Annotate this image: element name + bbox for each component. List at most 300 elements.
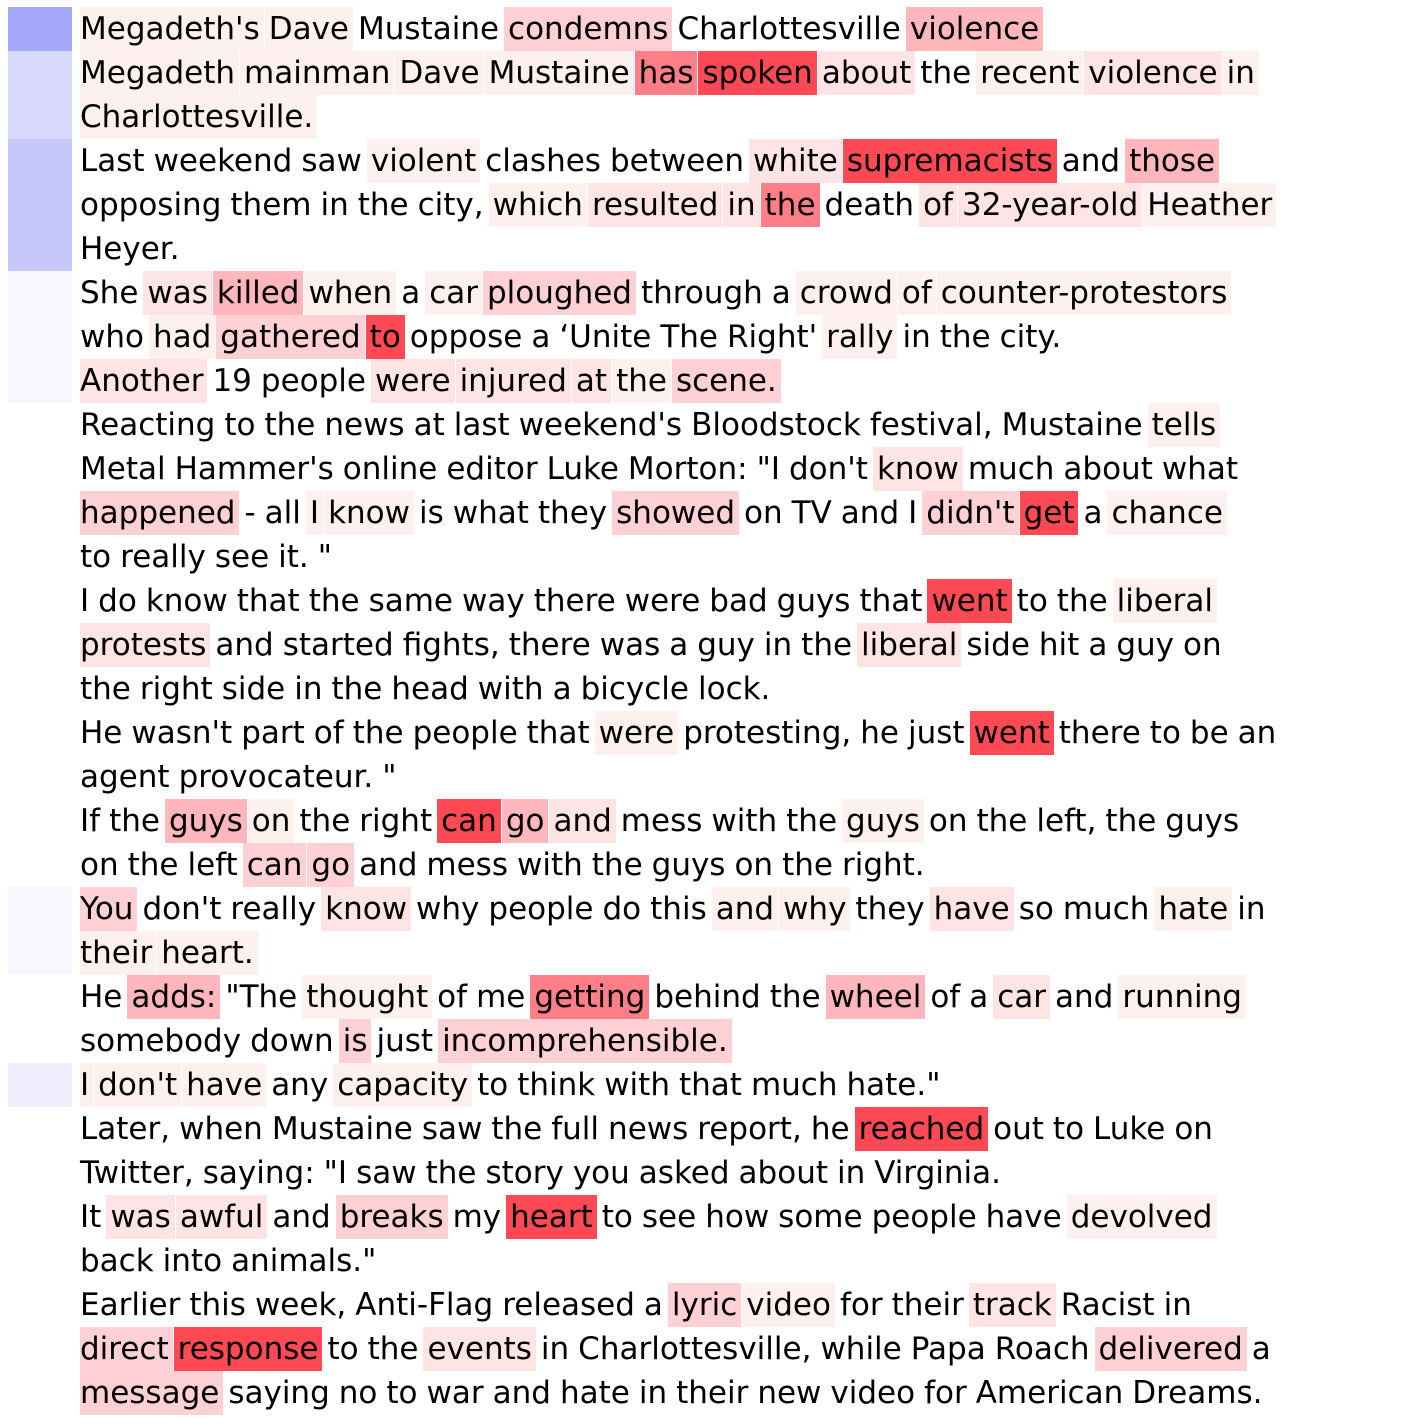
sentence-weight-bar xyxy=(8,1195,72,1283)
highlighted-word: really xyxy=(226,887,320,931)
highlighted-word: know xyxy=(873,447,963,491)
highlighted-word: there xyxy=(530,579,620,623)
sentence-weight-bar xyxy=(8,51,72,139)
text-line xyxy=(80,931,1402,975)
highlighted-word: the xyxy=(612,359,671,403)
highlighted-word: that xyxy=(233,579,304,623)
text-line xyxy=(80,535,1402,579)
highlighted-word: about xyxy=(818,51,915,95)
highlighted-word: week, xyxy=(251,1283,350,1327)
highlighted-word: TV xyxy=(788,491,836,535)
text-line xyxy=(80,1371,1402,1415)
highlighted-word: the xyxy=(761,183,820,227)
highlighted-word: have xyxy=(182,1063,266,1107)
highlighted-word: to xyxy=(473,1063,512,1107)
highlighted-word: be xyxy=(1186,711,1233,755)
highlighted-word: Another xyxy=(80,359,207,403)
highlighted-word: "The xyxy=(221,975,301,1019)
highlighted-word: saw xyxy=(418,1107,487,1151)
highlighted-word: the xyxy=(354,183,413,227)
highlighted-word: breaks xyxy=(336,1195,448,1239)
highlighted-word: the xyxy=(1053,579,1112,623)
highlighted-word: She xyxy=(80,271,142,315)
text-line xyxy=(80,1151,1402,1195)
highlighted-word: the xyxy=(305,579,364,623)
highlighted-word: see xyxy=(211,535,273,579)
highlighted-word: bad xyxy=(705,579,771,623)
highlighted-word: were xyxy=(595,711,679,755)
highlighted-word: fights, xyxy=(399,623,504,667)
sentence xyxy=(0,403,1402,579)
highlighted-word: of xyxy=(310,711,348,755)
text-line xyxy=(80,1327,1402,1371)
highlighted-word: on xyxy=(248,799,295,843)
highlighted-word: of xyxy=(433,975,471,1019)
text-line xyxy=(80,51,1402,95)
highlighted-word: on xyxy=(1179,623,1226,667)
highlighted-word: delivered xyxy=(1095,1327,1247,1371)
highlighted-word: hate." xyxy=(843,1063,945,1107)
highlighted-word: at xyxy=(410,403,449,447)
highlighted-word: has xyxy=(635,51,698,95)
text-line xyxy=(80,359,1402,403)
highlighted-word: there xyxy=(505,623,595,667)
highlighted-word: the xyxy=(349,711,408,755)
highlighted-word: it. xyxy=(274,535,313,579)
highlighted-word: provocateur. xyxy=(175,755,378,799)
highlighted-word: crowd xyxy=(796,271,897,315)
sentence xyxy=(0,975,1402,1063)
highlighted-word: violent xyxy=(367,139,480,183)
highlighted-word: a xyxy=(527,315,554,359)
highlighted-word: for xyxy=(920,1371,971,1415)
highlighted-word: with xyxy=(474,667,548,711)
highlighted-word: car xyxy=(993,975,1050,1019)
highlighted-word: the xyxy=(105,799,164,843)
highlighted-word: Later, xyxy=(80,1107,174,1151)
text-line xyxy=(80,887,1402,931)
highlighted-word: killed xyxy=(213,271,304,315)
highlighted-word: video xyxy=(826,1371,919,1415)
sentence-weight-bar xyxy=(8,1107,72,1195)
highlighted-word: down xyxy=(246,1019,338,1063)
highlighted-word: last xyxy=(450,403,514,447)
highlighted-word: Megadeth xyxy=(80,51,239,95)
highlighted-word: a xyxy=(1084,623,1111,667)
highlighted-word: guys xyxy=(648,843,730,887)
highlighted-word: Bloodstock xyxy=(687,403,865,447)
highlighted-word: "I xyxy=(320,1151,351,1195)
sentence xyxy=(0,1195,1402,1283)
highlighted-word: festival, xyxy=(866,403,997,447)
highlighted-word: in xyxy=(760,623,796,667)
highlighted-word: city, xyxy=(414,183,488,227)
highlighted-word: animals." xyxy=(227,1239,380,1283)
highlighted-word: violence xyxy=(906,7,1043,51)
text-line xyxy=(80,975,1402,1019)
highlighted-word: Earlier xyxy=(80,1283,184,1327)
highlighted-word: Twitter, xyxy=(80,1151,198,1195)
highlighted-word: people xyxy=(868,1195,981,1239)
highlighted-word: in xyxy=(635,1371,671,1415)
highlighted-word: head xyxy=(387,667,472,711)
text-line xyxy=(80,1063,1402,1107)
highlighted-word: me xyxy=(472,975,529,1019)
highlighted-word: guys xyxy=(842,799,924,843)
highlighted-word: to xyxy=(1049,1107,1088,1151)
highlighted-word: resulted xyxy=(588,183,722,227)
highlighted-word: Dreams. xyxy=(1128,1371,1266,1415)
highlighted-word: the xyxy=(364,1327,423,1371)
highlighted-word: right xyxy=(136,667,217,711)
highlighted-word: they xyxy=(534,491,611,535)
highlighted-word: "I xyxy=(753,447,784,491)
highlighted-word: weekend's xyxy=(515,403,686,447)
highlighted-word: side xyxy=(218,667,290,711)
highlighted-word: through xyxy=(637,271,767,315)
highlighted-word: and xyxy=(268,1195,334,1239)
highlighted-word: 19 xyxy=(208,359,255,403)
highlighted-word: who xyxy=(80,315,148,359)
sentence xyxy=(0,51,1402,139)
highlighted-word: with xyxy=(707,799,781,843)
text-line xyxy=(80,227,1402,271)
highlighted-word: lock. xyxy=(694,667,774,711)
highlighted-word: hit xyxy=(1035,623,1083,667)
highlighted-word: my xyxy=(449,1195,506,1239)
sentence xyxy=(0,799,1402,887)
highlighted-word: of xyxy=(926,975,964,1019)
highlighted-word: heart xyxy=(506,1195,597,1239)
highlighted-word: what xyxy=(449,491,533,535)
highlighted-word: don't xyxy=(138,887,225,931)
highlighted-word: tells xyxy=(1148,403,1221,447)
highlighted-word: while xyxy=(816,1327,905,1371)
sentence-weight-bar xyxy=(8,7,72,51)
highlighted-word: the xyxy=(766,975,825,1019)
sentence xyxy=(0,139,1402,271)
highlighted-word: violence xyxy=(1084,51,1221,95)
highlighted-word: Mustaine xyxy=(485,51,634,95)
highlighted-word: part xyxy=(237,711,309,755)
text-line xyxy=(80,667,1402,711)
highlighted-word: events xyxy=(423,1327,535,1371)
highlighted-word: know xyxy=(142,579,232,623)
highlighted-word: the xyxy=(80,667,135,711)
sentence-weight-bar xyxy=(8,1283,72,1415)
highlighted-word: on xyxy=(1170,1107,1217,1151)
highlighted-word: protests xyxy=(80,623,210,667)
highlighted-word: adds: xyxy=(127,975,220,1019)
highlighted-word: Racist xyxy=(1057,1283,1159,1327)
highlighted-word: and xyxy=(1058,139,1124,183)
highlighted-word: hate xyxy=(556,1371,634,1415)
highlighted-word: on xyxy=(80,843,123,887)
highlighted-word: is xyxy=(339,1019,372,1063)
sentence xyxy=(0,7,1402,51)
highlighted-word: and xyxy=(1051,975,1117,1019)
highlighted-word: on xyxy=(925,799,972,843)
highlighted-word: go xyxy=(502,799,549,843)
highlighted-word: some xyxy=(774,1195,866,1239)
highlighted-word: have xyxy=(930,887,1014,931)
highlighted-word: way xyxy=(458,579,529,623)
text-line xyxy=(80,315,1402,359)
highlighted-word: is xyxy=(415,491,448,535)
highlighted-word: know xyxy=(321,887,411,931)
text-line xyxy=(80,799,1402,843)
highlighted-word: side xyxy=(962,623,1034,667)
highlighted-word: for xyxy=(836,1283,887,1327)
highlighted-word: in xyxy=(833,1151,869,1195)
highlighted-word: why xyxy=(412,887,483,931)
highlighted-word: asked xyxy=(635,1151,734,1195)
text-line xyxy=(80,271,1402,315)
highlighted-word: liberal xyxy=(857,623,961,667)
highlighted-word: " xyxy=(314,535,336,579)
highlighted-word: in xyxy=(898,315,934,359)
highlighted-word: somebody xyxy=(80,1019,245,1063)
highlighted-word: and xyxy=(355,843,421,887)
highlighted-word: protesting, xyxy=(679,711,855,755)
highlighted-word: guy xyxy=(693,623,759,667)
highlighted-word: supremacists xyxy=(843,139,1057,183)
text-line xyxy=(80,491,1402,535)
highlighted-word: the xyxy=(778,843,837,887)
text-line xyxy=(80,1019,1402,1063)
highlighted-word: injured xyxy=(456,359,571,403)
highlighted-word: get xyxy=(1020,491,1079,535)
highlighted-word: If xyxy=(80,799,104,843)
highlighted-word: message xyxy=(80,1371,223,1415)
highlighted-word: heart. xyxy=(157,931,257,975)
highlighted-word: " xyxy=(378,755,400,799)
highlighted-word: You xyxy=(80,887,137,931)
highlighted-word: It xyxy=(80,1195,105,1239)
highlighted-word: to xyxy=(382,1371,421,1415)
highlighted-word: just xyxy=(372,1019,437,1063)
highlighted-word: have xyxy=(982,1195,1066,1239)
highlighted-word: response xyxy=(174,1327,323,1371)
highlighted-word: to xyxy=(323,1327,362,1371)
highlighted-word: in xyxy=(1223,51,1259,95)
highlighted-word: He xyxy=(80,711,126,755)
text-line xyxy=(80,183,1402,227)
highlighted-word: people xyxy=(257,359,370,403)
sentence-weight-bar xyxy=(8,975,72,1063)
highlighted-word: was xyxy=(596,623,665,667)
sentence-weight-bar xyxy=(8,139,72,271)
highlighted-word: thought xyxy=(302,975,432,1019)
highlighted-word: Virginia. xyxy=(870,1151,1005,1195)
highlighted-word: right xyxy=(355,799,436,843)
highlighted-word: Mustaine xyxy=(268,1107,417,1151)
highlighted-word: I xyxy=(306,491,323,535)
text-line xyxy=(80,755,1402,799)
highlighted-word: liberal xyxy=(1113,579,1217,623)
highlighted-word: to xyxy=(80,535,115,579)
highlighted-word: about xyxy=(1059,447,1156,491)
highlighted-word: a xyxy=(640,1283,667,1327)
highlighted-word: you xyxy=(569,1151,634,1195)
highlighted-word: counter-protestors xyxy=(937,271,1232,315)
highlighted-word: he xyxy=(856,711,903,755)
highlighted-word: Luke xyxy=(543,447,623,491)
highlighted-word: why xyxy=(779,887,850,931)
sentence-weight-bar xyxy=(8,711,72,799)
highlighted-word: Charlottesville. xyxy=(80,95,317,139)
highlighted-word: car xyxy=(425,271,482,315)
highlighted-word: to xyxy=(220,403,259,447)
highlighted-word: happened xyxy=(80,491,239,535)
highlighted-word: really xyxy=(116,535,210,579)
highlighted-word: that xyxy=(523,711,594,755)
highlighted-word: video xyxy=(742,1283,835,1327)
highlighted-word: this xyxy=(646,887,711,931)
text-line xyxy=(80,403,1402,447)
highlighted-word: guys xyxy=(165,799,247,843)
highlighted-word: devolved xyxy=(1067,1195,1217,1239)
highlighted-word: think xyxy=(513,1063,599,1107)
highlighted-word: that xyxy=(855,579,926,623)
highlighted-word: same xyxy=(365,579,457,623)
highlighted-word: in xyxy=(1160,1283,1196,1327)
highlighted-word: any xyxy=(267,1063,332,1107)
highlighted-word: I xyxy=(904,491,921,535)
highlighted-word: at xyxy=(572,359,611,403)
highlighted-word: the xyxy=(295,799,354,843)
text-line xyxy=(80,7,1402,51)
highlighted-word: Mustaine xyxy=(354,7,503,51)
highlighted-word: saw xyxy=(297,139,366,183)
highlighted-word: see xyxy=(638,1195,700,1239)
highlighted-word: white xyxy=(749,139,842,183)
text-line xyxy=(80,711,1402,755)
highlighted-word: saw xyxy=(352,1151,421,1195)
highlighted-word: what xyxy=(1158,447,1242,491)
highlighted-word: the xyxy=(422,1151,481,1195)
highlighted-word: condemns xyxy=(504,7,672,51)
highlighted-word: of xyxy=(898,271,936,315)
highlighted-word: a xyxy=(1079,491,1106,535)
highlighted-word: spoken xyxy=(698,51,816,95)
highlighted-word: full xyxy=(547,1107,603,1151)
text-line xyxy=(80,623,1402,667)
sentence xyxy=(0,711,1402,799)
highlighted-word: report, xyxy=(693,1107,806,1151)
sentence xyxy=(0,359,1402,403)
highlighted-word: the xyxy=(782,799,841,843)
highlighted-word: was xyxy=(106,1195,175,1239)
highlighted-word: He xyxy=(80,975,126,1019)
highlighted-word: an xyxy=(1234,711,1281,755)
highlighted-word: back xyxy=(80,1239,158,1283)
highlighted-word: into xyxy=(159,1239,226,1283)
highlighted-word: war xyxy=(423,1371,488,1415)
highlighted-word: Metal xyxy=(80,447,170,491)
highlighted-word: do xyxy=(599,887,646,931)
highlighted-word: Charlottesville, xyxy=(574,1327,815,1371)
highlighted-word: that xyxy=(675,1063,746,1107)
highlighted-word: Right' xyxy=(723,315,821,359)
highlighted-word: Luke xyxy=(1089,1107,1169,1151)
highlighted-word: with xyxy=(600,1063,674,1107)
highlighted-word: scene. xyxy=(672,359,781,403)
text-line xyxy=(80,95,1402,139)
highlighted-word: went xyxy=(970,711,1054,755)
highlighted-word: city. xyxy=(996,315,1066,359)
highlighted-word: the xyxy=(124,843,183,887)
highlighted-word: American xyxy=(972,1371,1128,1415)
sentence-weight-bar xyxy=(8,579,72,711)
highlighted-word: when xyxy=(304,271,396,315)
sentence-weight-bar xyxy=(8,271,72,359)
highlighted-word: awful xyxy=(176,1195,268,1239)
highlighted-word: recent xyxy=(976,51,1083,95)
highlighted-word: had xyxy=(149,315,215,359)
highlighted-word: online xyxy=(339,447,442,491)
highlighted-word: can xyxy=(243,843,307,887)
highlighted-word: released xyxy=(498,1283,639,1327)
highlighted-word: opposing xyxy=(80,183,225,227)
text-line xyxy=(80,1107,1402,1151)
highlighted-word: don't xyxy=(785,447,872,491)
highlighted-word: The xyxy=(656,315,722,359)
highlighted-word: the xyxy=(260,403,319,447)
attention-document xyxy=(0,7,1402,1415)
highlighted-word: guys xyxy=(773,579,855,623)
sentence xyxy=(0,1283,1402,1415)
highlighted-word: mainman xyxy=(240,51,394,95)
sentence xyxy=(0,271,1402,359)
highlighted-word: on xyxy=(730,843,777,887)
highlighted-word: much xyxy=(964,447,1059,491)
highlighted-word: getting xyxy=(530,975,649,1019)
highlighted-word: right. xyxy=(838,843,929,887)
highlighted-word: were xyxy=(371,359,455,403)
sentence-weight-bar xyxy=(8,799,72,887)
highlighted-word: rally xyxy=(822,315,897,359)
highlighted-word: weekend xyxy=(150,139,297,183)
highlighted-word: in xyxy=(316,183,352,227)
highlighted-word: chance xyxy=(1107,491,1226,535)
sentence xyxy=(0,887,1402,975)
highlighted-word: to xyxy=(1146,711,1185,755)
highlighted-word: all xyxy=(261,491,305,535)
highlighted-word: much xyxy=(1059,887,1154,931)
highlighted-word: bicycle xyxy=(577,667,693,711)
highlighted-word: know xyxy=(324,491,414,535)
highlighted-word: on xyxy=(740,491,787,535)
highlighted-word: saying: xyxy=(199,1151,319,1195)
highlighted-word: to xyxy=(1013,579,1052,623)
highlighted-word: Last xyxy=(80,139,149,183)
highlighted-word: don't xyxy=(94,1063,181,1107)
highlighted-word: Papa xyxy=(907,1327,990,1371)
highlighted-word: to xyxy=(598,1195,637,1239)
highlighted-word: those xyxy=(1125,139,1219,183)
highlighted-word: gathered xyxy=(216,315,364,359)
highlighted-word: Dave xyxy=(265,7,353,51)
sentence xyxy=(0,579,1402,711)
text-line xyxy=(80,1239,1402,1283)
highlighted-word: was xyxy=(143,271,212,315)
highlighted-word: much xyxy=(747,1063,842,1107)
highlighted-word: oppose xyxy=(406,315,527,359)
highlighted-word: and xyxy=(837,491,903,535)
highlighted-word: the xyxy=(588,843,647,887)
highlighted-word: the xyxy=(936,315,995,359)
